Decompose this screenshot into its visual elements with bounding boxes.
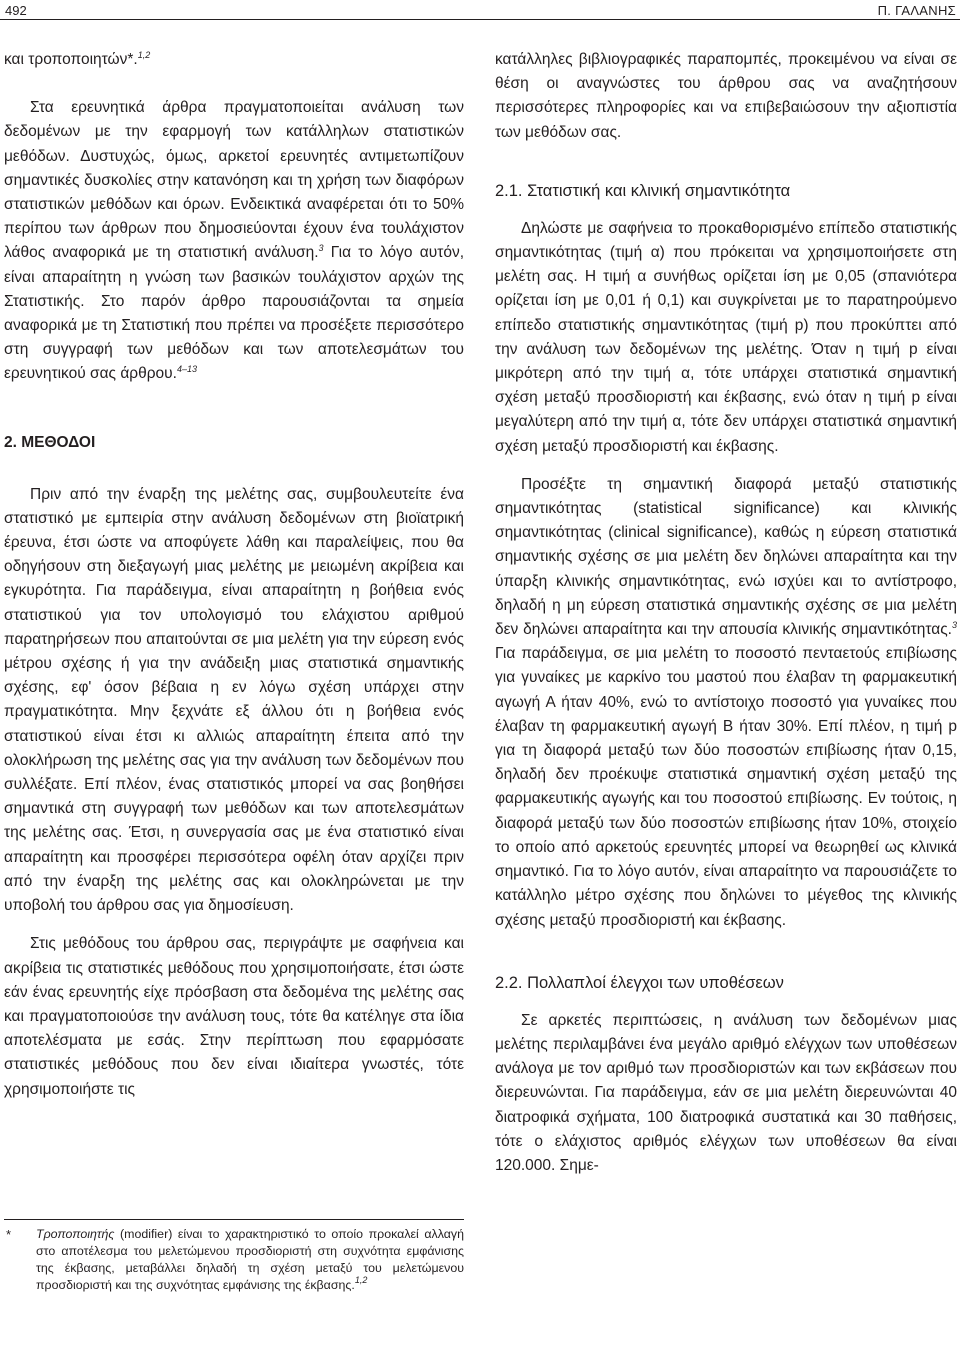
- citation: 1,2: [137, 50, 151, 60]
- citation: 4–13: [176, 364, 197, 375]
- footnote-term: Τροποποιητής: [36, 1227, 115, 1241]
- paragraph-significance-2: [495, 473, 957, 933]
- paragraph-continued: κατάλληλες βιβλιογραφικές παραπομπές, προκειμένου να είναι σε θέση οι αναγνώστες του άρθρου σας να αναζητήσουν περισσότερες πληροφορίες και να επιβεβαιώσουν την αξιοπιστία των μεθόδων σας.: [495, 51, 957, 141]
- paragraph-text: Προσέξτε τη σημαντική διαφορά μεταξύ στατιστικής σημαντικότητας (statistical significance) και κλινικής σημαντικότητας (clinical significance), καθώς η εύρεση στατιστικά σημαντικής σχέσης σε μια μελέτη δεν δηλώνει απαραίτητα και την ύπαρξη κλινικής σημαντικότητας, ενώ ισχύει και το αντίστροφο, δηλαδή η μη εύρεση στατιστικά σημαντικής σχέσης σε μια μελέτη δεν δηλώνει απαραίτητα και την απουσία κλινικής σημαντικότητας.: [495, 475, 957, 639]
- paragraph-text: Για το λόγο αυτόν, είναι απαραίτητη η γνώση των βασικών τουλάχιστον αρχών της Στατιστικής. Στο παρόν άρθρο παρουσιάζονται τα σημεία αναφορικά με τη Στατιστική που πρέπει να προσέξετε περισσότερο στη συγγραφή των μεθόδων και των αποτελεσμάτων του ερευνητικού σας άρθρου.: [4, 244, 464, 383]
- paragraph-significance-1: Δηλώστε με σαφήνεια το προκαθορισμένο επίπεδο στατιστικής σημαντικότητας (τιμή α) που πρόκειται να χρησιμοποιήσετε στη μελέτη σας. Η τιμή α συνήθως ορίζεται ίση με 0,05 (σπανιότερα ορίζεται ίση με 0,01 ή 0,1) και συγκρίνεται με το παρατηρούμενο επίπεδο στατιστικής σημαντικότητας (τιμή p) που προκύπτει από την ανάλυση των δεδομένων της μελέτης. Όταν η τιμή p είναι μικρότερη από την τιμή α, τότε υπάρχει στατιστικά σημαντική σχέση μεταξύ προσδιοριστή και έκβασης, ενώ όταν η τιμή p είναι μεγαλύτερη από την τιμή α, τότε δεν υπάρχει στατιστικά σημαντική σχέση μεταξύ προσδιοριστή και έκβασης.: [495, 219, 957, 455]
- right-column: [495, 48, 957, 1178]
- header-rule: [0, 19, 960, 20]
- paragraph-continued: [4, 48, 464, 72]
- left-column: [4, 48, 464, 1102]
- footnote: [36, 1226, 464, 1294]
- page-number: 492: [5, 3, 27, 18]
- paragraph-intro: [4, 96, 464, 386]
- footnote-mark: *: [6, 1227, 12, 1242]
- citation: 3: [951, 620, 957, 631]
- paragraph-text: και τροποποιητών*.: [4, 51, 138, 68]
- subsection-title-multiple-tests: 2.2. Πολλαπλοί έλεγχοι των υποθέσεων: [495, 973, 784, 992]
- paragraph-methods-2: Στις μεθόδους του άρθρου σας, περιγράψτε με σαφήνεια και ακρίβεια τις στατιστικές μεθόδους που χρησιμοποιήσατε, έτσι ώστε εάν ένας ερευνητής είχε πρόσβαση στα δεδομένα της μελέτης σας και πραγματοποιούσε την ανάλυση τους, τότε θα κατέληγε στα ίδια αποτελέσματα με εσάς. Στην περίπτωση που εφαρμόσατε στατιστικές μεθόδους που δεν είναι ιδιαίτερα γνωστές, τότε χρησιμοποιήστε τις: [4, 935, 464, 1098]
- paragraph-text: Για παράδειγμα, σε μια μελέτη το ποσοστό πενταετούς επιβίωσης για γυναίκες με καρκίνο του μαστού που έλαβαν τη φαρμακευτική αγωγή Α ήταν 40%, ενώ το αντίστοιχο ποσοστό για γυναίκες που έλαβαν τη φαρμακευτική αγωγή Β ήταν 30%. Επί πλέον, η τιμή p για τη διαφορά μεταξύ των δύο ποσοστών επιβίωσης ήταν 0,15, δηλαδή δεν προέκυψε στατιστικά σημαντική σχέση μεταξύ της φαρμακευτικής αγωγής και του ποσοστού επιβίωσης. Εν τούτοις, η διαφορά μεταξύ των δύο ποσοστών επιβίωσης ήταν 10%, στοιχείο το οποίο από αρκετούς ερευνητές μπορεί να θεωρηθεί ως κλινικά σημαντικό. Για το λόγο αυτόν, είναι απαραίτητο να παρουσιάζετε το κατάλληλο μέτρο σχέσης που δηλώνει το μέγεθος της κλινικής σχέσης μεταξύ προσδιοριστή και έκβασης.: [495, 645, 957, 929]
- paragraph-methods-1: Πριν από την έναρξη της μελέτης σας, συμβουλευτείτε ένα στατιστικό με εμπειρία στην ανάλυση δεδομένων στη βιοϊατρική έρευνα, έτσι ώστε να αποφύγετε λάθη και παραλείψεις, που θα οδηγήσουν στη διεξαγωγή μιας μελέτης με μειωμένη ακρίβεια και εγκυρότητα. Για παράδειγμα, είναι απαραίτητη η βοήθεια ενός στατιστικού για τον υπολογισμό του ελάχιστου αριθμού παρατηρήσεων που απαιτούνται σε μια μελέτη για την εύρεση ενός μέτρου σχέσης ή για την ανάδειξη μιας στατιστικά σημαντικής σχέσης, εφ' όσον βέβαια η εν λόγω σχέση υπάρχει στην πραγματικότητα. Μην ξεχνάτε εξ άλλου ότι η βοήθεια ενός στατιστικού είναι έτσι κι αλλιώς απαραίτητη έπειτα από την ολοκλήρωση της μελέτης σας για την ανάλυση των δεδομένων που συλλέξατε. Επί πλέον, ένας στατιστικός μπορεί να σας βοηθήσει σημαντικά στη συγγραφή των μεθόδων και των αποτελεσμάτων της μελέτης σας. Έτσι, η συνεργασία σας με ένα στατιστικό είναι απαραίτητη και προσφέρει περισσότερα οφέλη όταν αρχίζει πριν από την έναρξη της μελέτης σας και ολοκληρώνεται με την υποβολή του άρθρου σας για δημοσίευση.: [4, 485, 464, 915]
- footnote-text: (modifier) είναι το χαρακτηριστικό το οποίο προκαλεί αλλαγή στο αποτέλεσμα του μελετώμενου προσδιοριστή στη συχνότητα εμφάνισης της έκβασης, μεταβάλλει δηλαδή τη σχέση μεταξύ του μελετώμενου προσδιοριστή και της συχνότητας εμφάνισης της έκβασης.: [36, 1227, 464, 1292]
- section-title-methods: 2. ΜΕΘΟΔΟΙ: [4, 433, 96, 451]
- running-author: Π. ΓΑΛΑΝΗΣ: [877, 3, 956, 18]
- citation: 3: [318, 243, 324, 254]
- paragraph-multiple-tests: Σε αρκετές περιπτώσεις, η ανάλυση των δεδομένων μιας μελέτης περιλαμβάνει ένα μεγάλο αριθμό ελέγχων των υποθέσεων ανάλογα με τον αριθμό των προσδιοριστών και των εκβάσεων που διερευνώνται. Για παράδειγμα, εάν σε μια μελέτη διερευνώνται 40 διατροφικά σχήματα, 100 διατροφικά συστατικά και 30 παθήσεις, τότε ο ελάχιστος αριθμός ελέγχων των υποθέσεων θα είναι 120.000. Σημε-: [495, 1011, 957, 1174]
- citation: 1,2: [354, 1275, 368, 1285]
- paragraph-text: Στα ερευνητικά άρθρα πραγματοποιείται ανάλυση των δεδομένων με την εφαρμογή των κατάλληλων στατιστικών μεθόδων. Δυστυχώς, όμως, αρκετοί ερευνητές αντιμετωπίζουν σημαντικές δυσκολίες στην κατανόηση και τη χρήση των διαφόρων στατιστικών μεθόδων και όρων. Ενδεικτικά αναφέρεται ότι το 50% περίπου των άρθρων που δημοσιεύονται έχουν ένα τουλάχιστον λάθος αναφορικά με τη στατιστική ανάλυση.: [4, 99, 464, 262]
- footnote-rule: [4, 1219, 464, 1220]
- subsection-title-significance: 2.1. Στατιστική και κλινική σημαντικότητα: [495, 181, 791, 200]
